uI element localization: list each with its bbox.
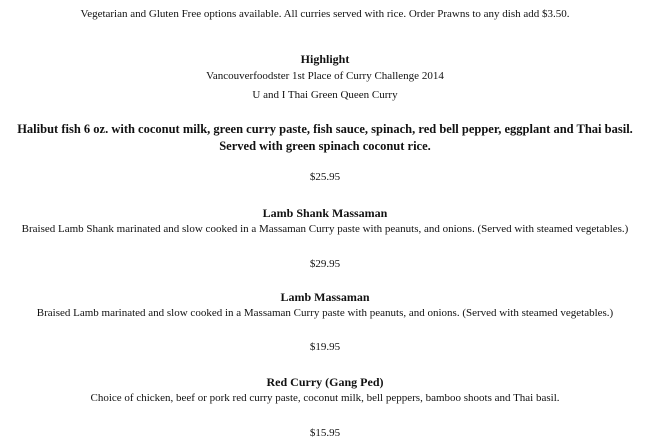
menu-item-description: Braised Lamb Shank marinated and slow cooked in a Massaman Curry paste with peanuts, and onions. (Served with steamed vegetables.) xyxy=(21,223,629,235)
menu-item-price: $29.95 xyxy=(309,258,341,270)
highlight-description: Halibut fish 6 oz. with coconut milk, green curry paste, fish sauce, spinach, red bell pepper, eggplant and Thai basil. Served with green spinach coconut rice. xyxy=(17,122,633,153)
highlight-award: Vancouverfoodster 1st Place of Curry Challenge 2014 xyxy=(206,70,444,82)
menu-item-description: Braised Lamb marinated and slow cooked in a Massaman Curry paste with peanuts, and onions. (Served with steamed vegetables.) xyxy=(36,307,614,319)
highlight-price: $25.95 xyxy=(309,171,341,183)
menu-item-description: Choice of chicken, beef or pork red curry paste, coconut milk, bell peppers, bamboo shoots and Thai basil. xyxy=(90,392,560,404)
menu-item-title: Red Curry (Gang Ped) xyxy=(266,375,384,389)
menu-item-price: $15.95 xyxy=(309,427,341,439)
menu-item-price: $19.95 xyxy=(309,341,341,353)
highlight-dish-name: U and I Thai Green Queen Curry xyxy=(252,89,398,101)
menu-item-title: Lamb Massaman xyxy=(280,290,370,304)
menu-intro: Vegetarian and Gluten Free options available. All curries served with rice. Order Prawns to any dish add $3.50. xyxy=(80,8,570,20)
menu-item-title: Lamb Shank Massaman xyxy=(262,206,388,220)
highlight-heading: Highlight xyxy=(300,52,350,66)
